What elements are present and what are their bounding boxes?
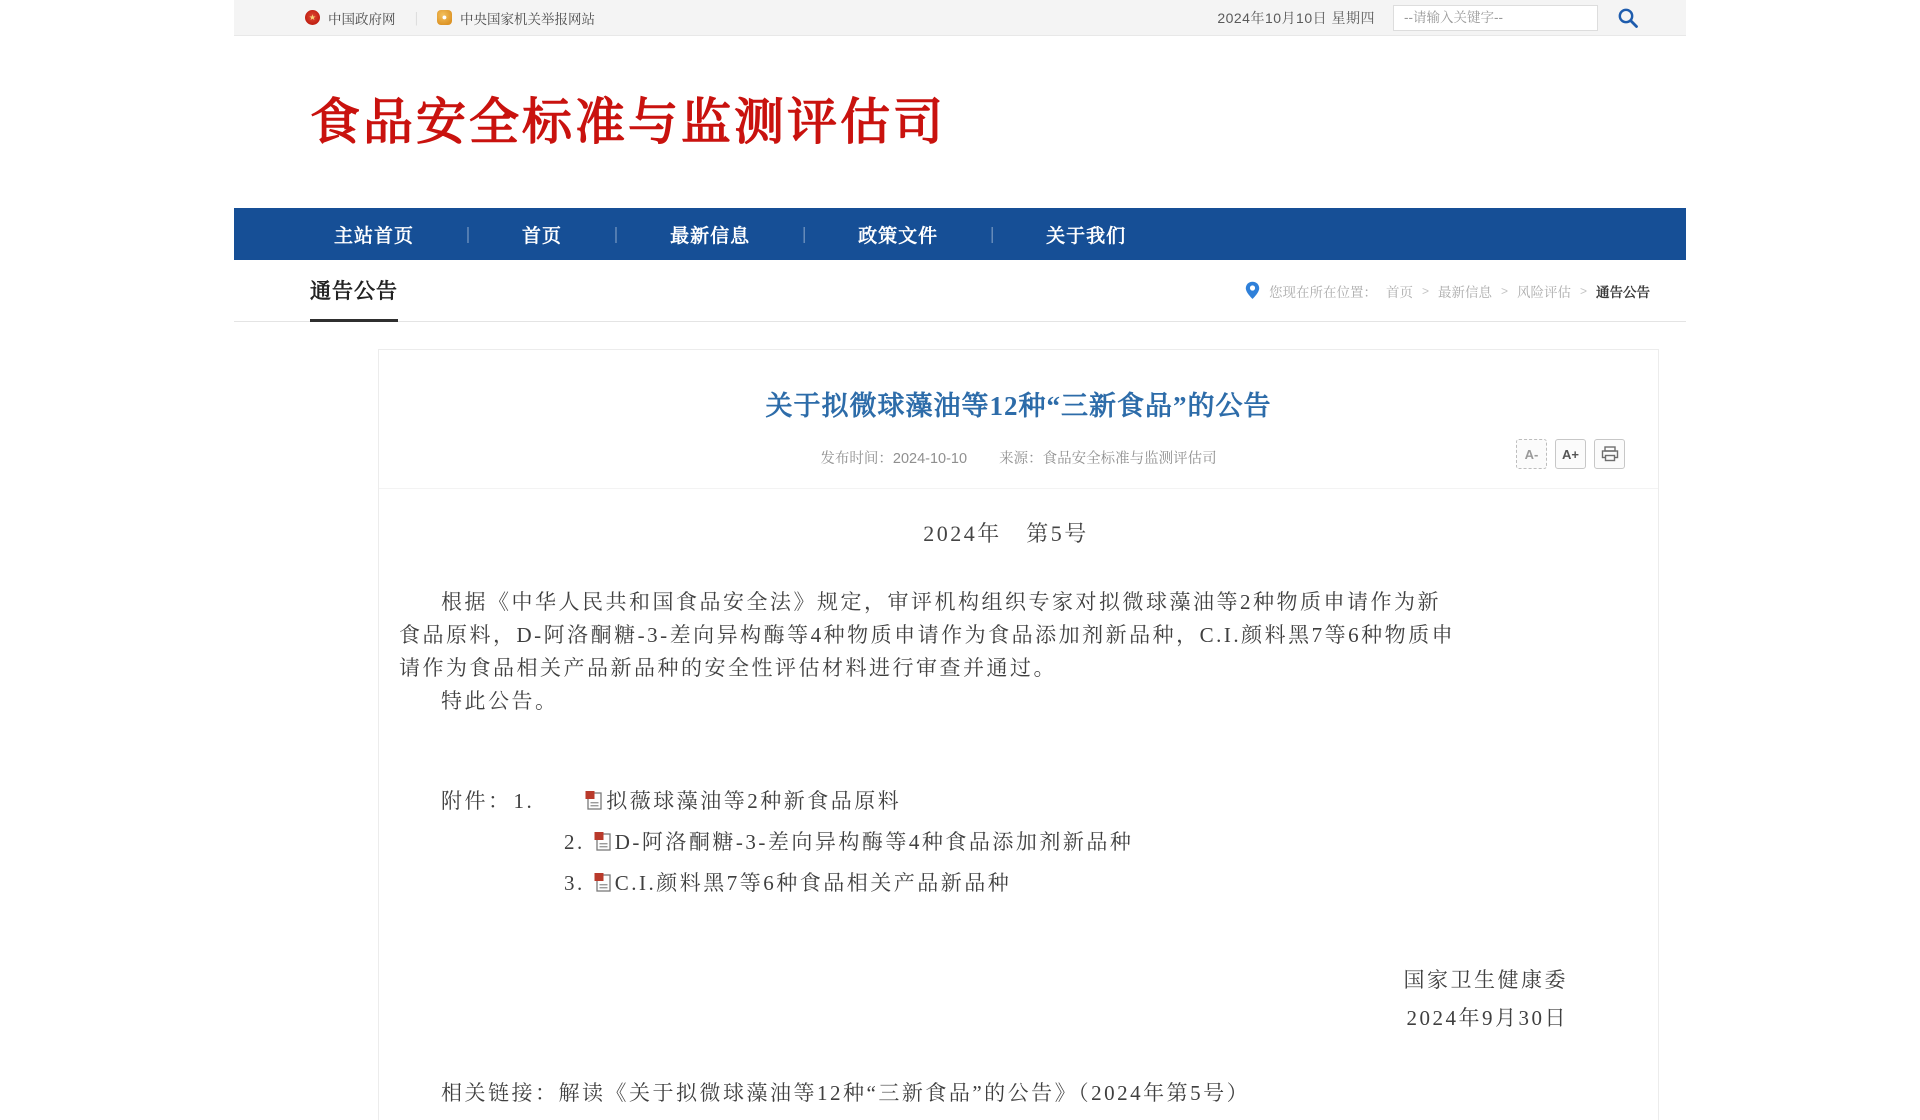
- document-number: 2024年 第5号: [923, 521, 1089, 546]
- attachment-number: 1.: [513, 789, 535, 813]
- attachment-doc-icon: [593, 826, 612, 864]
- attachment-number: 2.: [564, 830, 585, 854]
- article-source: 来源：食品安全标准与监测评估司: [999, 451, 1217, 467]
- article-toolbar: [1516, 439, 1625, 469]
- nav-separator: ｜: [796, 227, 813, 245]
- breadcrumb-latest-news[interactable]: 最新信息: [1437, 284, 1492, 300]
- gov-site-link[interactable]: 中国政府网: [328, 11, 396, 27]
- article-title: 关于拟微球藻油等12种“三新食品”的公告: [765, 391, 1272, 421]
- article-paragraph: 特此公告。: [441, 689, 559, 713]
- attachments-list: [399, 782, 1613, 905]
- breadcrumb-separator: >: [1421, 283, 1429, 298]
- search-input[interactable]: [1393, 5, 1598, 31]
- report-site-link[interactable]: 中央国家机关举报网站: [460, 11, 595, 27]
- page-header: [234, 260, 1686, 322]
- attachment-row: [399, 864, 1613, 905]
- font-increase-button[interactable]: A+: [1555, 439, 1586, 469]
- report-site-icon: ●: [437, 10, 452, 25]
- related-link[interactable]: 解读《关于拟微球藻油等12种“三新食品”的公告》（2024年第5号）: [558, 1081, 1251, 1105]
- attachment-row: [399, 823, 1613, 864]
- article-meta: [529, 447, 1508, 468]
- signature-org: 国家卫生健康委: [1403, 968, 1568, 992]
- breadcrumb-risk-assessment[interactable]: 风险评估: [1516, 284, 1571, 300]
- nav-item-about-us[interactable]: 关于我们: [1046, 225, 1127, 247]
- attachment-doc-icon: [593, 867, 612, 905]
- font-decrease-button[interactable]: A-: [1516, 439, 1547, 469]
- breadcrumb-separator: >: [1500, 283, 1508, 298]
- article-header: [379, 376, 1658, 489]
- article-paragraph: 根据《中华人民共和国食品安全法》规定，审评机构组织专家对拟微球藻油等2种物质申请作为新食品原料，D-阿洛酮糖-3-差向异构酶等4种物质申请作为食品添加剂新品种，C.I.颜料黑7等6种物质申请作为食品相关产品新品种的安全性评估材料进行审查并通过。: [399, 590, 1456, 680]
- current-date: 2024年10月10日 星期四: [1217, 9, 1375, 26]
- topbar-tools: [1217, 5, 1640, 31]
- related-links: [399, 1077, 1613, 1110]
- content-area: [234, 322, 1686, 1120]
- location-pin-icon: [1245, 281, 1260, 300]
- topbar: [234, 0, 1686, 36]
- print-button[interactable]: [1594, 439, 1625, 469]
- topbar-separator: ｜: [409, 11, 423, 27]
- attachment-link[interactable]: C.I.颜料黑7等6种食品相关产品新品种: [614, 871, 1012, 895]
- breadcrumb-home[interactable]: 首页: [1385, 284, 1413, 300]
- attachment-number: 3.: [564, 871, 585, 895]
- nav-item-latest-news[interactable]: 最新信息: [670, 225, 751, 247]
- nav-separator: ｜: [608, 227, 625, 245]
- breadcrumb: [1245, 281, 1650, 301]
- breadcrumb-separator: >: [1579, 283, 1587, 298]
- site-container: [234, 0, 1686, 1120]
- attachment-link[interactable]: 拟薇球藻油等2种新食品原料: [606, 789, 902, 813]
- attachment-row: [399, 782, 1613, 823]
- masthead: [234, 36, 1686, 208]
- breadcrumb-prefix: 您现在所在位置：: [1268, 284, 1377, 300]
- national-emblem-icon: ★: [305, 10, 320, 25]
- site-title: 食品安全标准与监测评估司: [310, 94, 946, 150]
- attachments-label: 附件：: [441, 789, 512, 813]
- article-card: [378, 349, 1659, 1120]
- section-tab-announcements[interactable]: 通告公告: [310, 260, 398, 322]
- article-body: [379, 517, 1658, 1110]
- nav-item-policy-documents[interactable]: 政策文件: [858, 225, 939, 247]
- signature-date: 2024年9月30日: [1406, 1006, 1568, 1030]
- nav-item-main-home[interactable]: 主站首页: [334, 225, 415, 247]
- signature-block: [399, 961, 1613, 1037]
- nav-item-home[interactable]: 首页: [522, 225, 563, 247]
- search-icon[interactable]: [1616, 6, 1640, 30]
- related-label: 相关链接：: [441, 1081, 559, 1105]
- nav-separator: ｜: [984, 227, 1001, 245]
- topbar-links: [305, 8, 595, 28]
- main-nav: [234, 208, 1686, 260]
- attachment-doc-icon: [542, 785, 603, 823]
- nav-separator: ｜: [460, 227, 477, 245]
- breadcrumb-current: 通告公告: [1596, 284, 1650, 300]
- attachment-link[interactable]: D-阿洛酮糖-3-差向异构酶等4种食品添加剂新品种: [614, 830, 1134, 854]
- publish-date: 发布时间：2024-10-10: [820, 451, 968, 467]
